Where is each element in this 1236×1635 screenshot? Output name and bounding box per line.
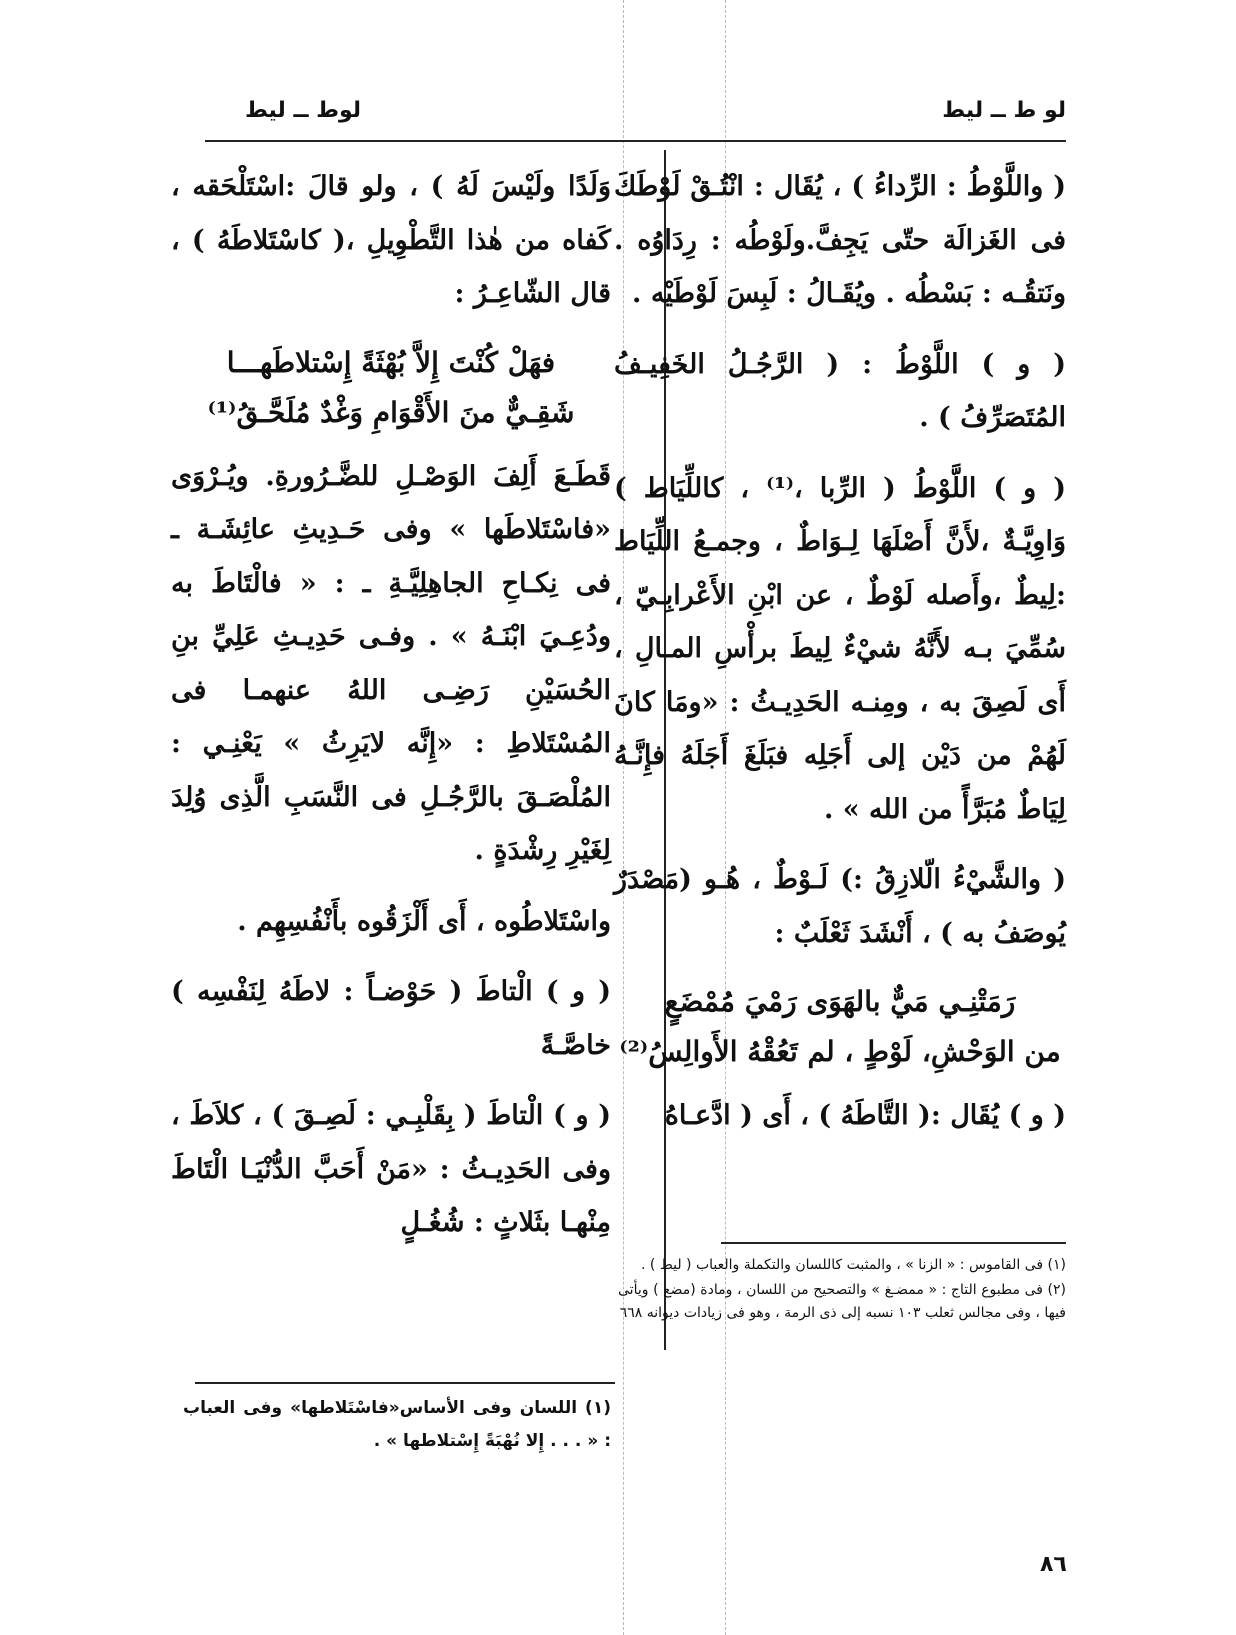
footnotes-right <box>618 1254 1066 1327</box>
verse-line: فهَلْ كُنْتَ إِلاَّ بُهْثَةً إِسْتلاطَهـــا <box>226 345 556 379</box>
page-number: ٨٦ <box>1040 1552 1067 1577</box>
footnote: (١) فى القاموس : « الزنا » ، والمثبت كاللسان والتكملة والعباب ( ليط ) . <box>641 1257 1066 1273</box>
verse-line: رَمَتْنِـي مَيٌّ بالهَوَى رَمْيَ مُمْضَعٍ <box>664 985 1016 1018</box>
footnote: (١) اللسان وفى الأساس«فاسْتَلاطها» وفى العباب : « . . . إِلا نُهْبَةً إِسْتلاطها » . <box>183 1398 611 1451</box>
entry-paragraph: واسْتَلاطُوه ، أَى أَلْزَقُوه بأَنْفُسِهِم . <box>237 905 611 937</box>
entry-paragraph: وَلَدًا ولَيْسَ لَهُ ) ، ولو قالَ :اسْتَلْحَقه ، كَفاه من هٰذا التَّطْوِيلِ ،( كاسْتَلاطَهُ ) ، قال الشّاعِـرُ : <box>171 171 611 309</box>
entry-paragraph: قَطَـعَ أَلِفَ الوَصْـلِ للضَّـرُورةِ. ويُـرْوَى «فاسْتَلاطَها » وفى حَـدِيثِ عائِشَـة ـ فى نِكـاحِ الجاهِلِيَّـةِ ـ : « فالْتَاطَ به ودُعِـيَ ابْنَـهُ » . وفـى حَدِيـثِ عَلِيِّ بنِ الحُسَيْنِ رَضِـى اللهُ عنهمـا فى المُسْتَلاطِ : «إِنَّه لايَرِثُ » يَعْنِـي : المُلْصَـقَ بالرَّجُـلِ فى النَّسَبِ الَّذِى وُلِدَ لِغَيْرِ رِشْدَةٍ . <box>171 460 611 866</box>
verse-line: شَقِـيٌّ منَ الأَقْوَامِ وَغْدٌ مُلَحَّـقُ⁽¹⁾ <box>207 395 575 429</box>
running-header-right: لو ط ــ ليط <box>942 98 1066 123</box>
right-column <box>614 160 1066 1160</box>
entry-paragraph: ( و ) الْتاطَ ( حَوْضـاً : لاطَهُ لِنَفْسِه ) خاصَّـةً <box>171 976 611 1061</box>
entry-paragraph: ( والشَّيْءُ الّلازِقُ :) لَـوْطٌ ، هُـو (مَصْدَرٌ يُوصَفُ به ) ، أَنْشَدَ ثَعْلَبٌ : <box>614 864 1066 949</box>
entry-paragraph: ( و ) اللَّوْطُ : ( الرَّجُـلُ الخَفِيـفُ المُتَصَرِّفُ ) . <box>614 348 1066 433</box>
entry-paragraph: ( واللَّوْطُ : الرِّداءُ ) ، يُقَال : انْتُـقْ لَوْطَكَ فى الغَزالَة حتّى يَجِفَّ.ولَوْطُه : رِدَاوُه . ونَتقُـه : بَسْطُه . ويُقَـالُ : لَبِسَ لَوْطَيْه . <box>614 171 1066 309</box>
footnote: (٢) فى مطبوع التاج : « ممضـغ » والتصحيح من اللسان ، ومادة (مضع ) ويأتى فيها ، وفى مجالس ثعلب ١٠٣ نسبه إلى ذى الرمة ، وهو فى زيادات ديوانه ٦٦٨ <box>618 1282 1066 1321</box>
verse-line: من الوَحْشِ، لَوْطٍ ، لم تَعُقْهُ الأَوالِسُ⁽²⁾ <box>619 1035 1061 1068</box>
entry-paragraph: ( و ) الْتاطَ ( بِقَلْبِـي : لَصِـقَ ) ، كلاَطَ ، وفى الحَدِيـثُ : «مَنْ أَحَبَّ الدُّنْيَـا الْتَاطَ مِنْهـا بثَلاثٍ : شُغُـلٍ <box>171 1100 611 1238</box>
footnote-rule-left <box>195 1382 615 1384</box>
left-column <box>171 160 611 1267</box>
footnotes-left <box>183 1392 611 1460</box>
header-rule <box>205 140 1066 142</box>
entry-paragraph: ( و ) اللَّوْطُ ( الرِّبا ،⁽¹⁾ ، كاللِّيَاط ) وَاوِيَّـةٌ ،لأَنَّ أَصْلَهَا لِـوَاطٌ ، وجمـعُ اللِّيَاط :لِيطٌ ،وأَصله لَوْطٌ ، عن ابْنِ الأَعْرابِـيّ ، سُمِّيَ بـه لأَنَّهُ شيْءٌ لِيطَ برأْسِ المـالِ ، أَى لَصِقَ به ، ومِنـه الحَدِيـثُ : «ومَا كانَ لَهُمْ من دَيْن إلى أَجَلِه فبَلَغَ أَجَلَهُ فإِنَّـهُ لِيَاطٌ مُبَرَّأً من الله » . <box>614 472 1066 825</box>
footnote-rule-right <box>721 1242 1066 1244</box>
running-header-left: لوط ــ ليط <box>245 98 362 123</box>
verse <box>171 338 611 438</box>
entry-paragraph: ( و ) يُقَال :( التَّاطَهُ ) ، أَى ( ادَّعـاهُ <box>664 1100 1066 1131</box>
verse <box>614 977 1066 1077</box>
